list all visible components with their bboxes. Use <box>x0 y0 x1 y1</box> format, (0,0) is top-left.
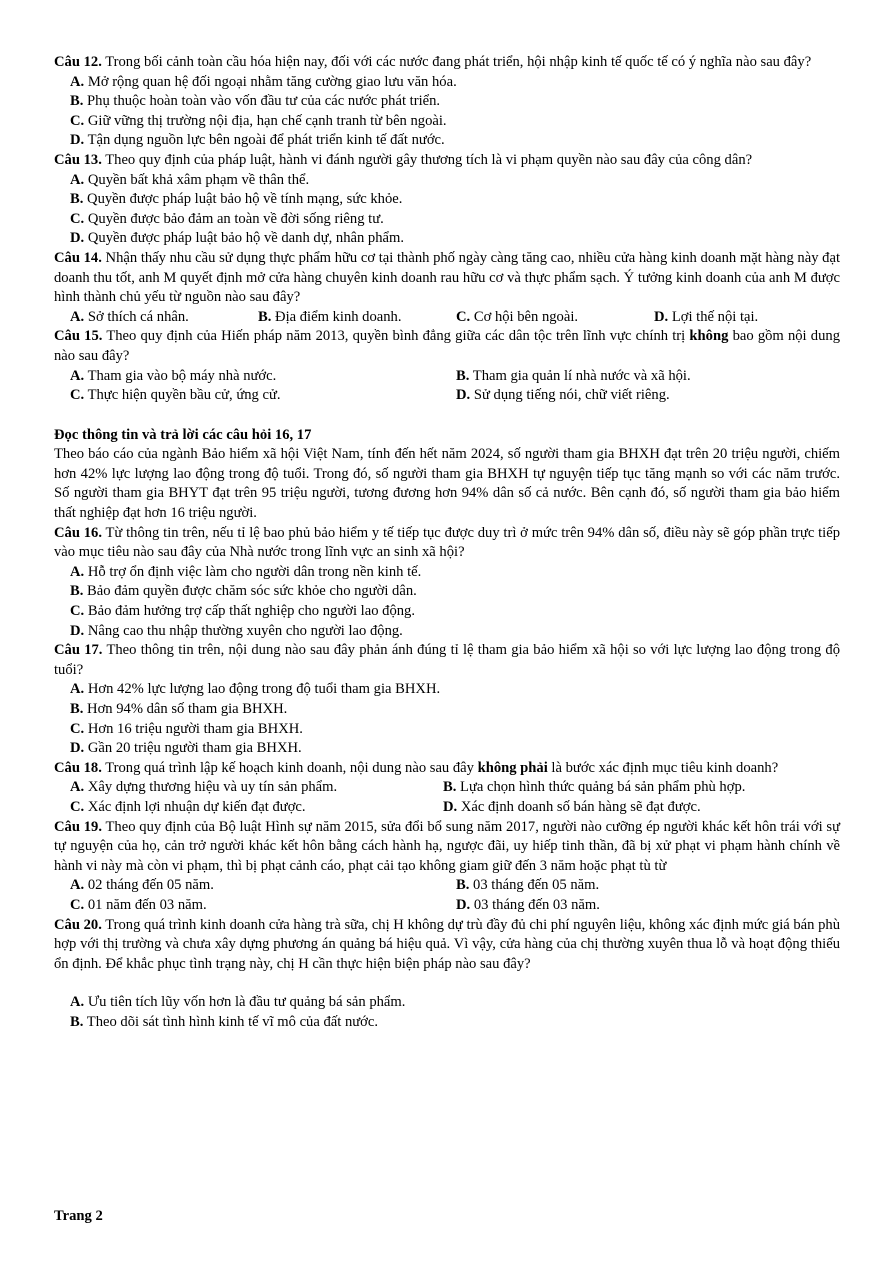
option-a: A. Sở thích cá nhân. <box>70 308 189 325</box>
option-c: C. Quyền được bảo đảm an toàn về đời sống riêng tư. <box>70 210 384 227</box>
question-text: Từ thông tin trên, nếu tỉ lệ bao phủ bảo hiểm y tế tiếp tục được duy trì ở mức trên 94% dân số, điều này sẽ góp phần trực tiếp vào mục tiêu nào sau đây của Nhà nước trong lĩnh vực an sinh xã hội? <box>54 524 841 561</box>
option-b: B. Địa điểm kinh doanh. <box>258 308 402 325</box>
question-number: Câu 20. <box>54 916 102 933</box>
question-19 <box>54 818 840 916</box>
question-16 <box>54 524 840 642</box>
question-12 <box>54 53 840 151</box>
question-13 <box>54 151 840 249</box>
option-c: C. 01 năm đến 03 năm. <box>70 896 207 913</box>
option-b: B. Tham gia quản lí nhà nước và xã hội. <box>456 367 691 384</box>
option-b: B. Bảo đảm quyền được chăm sóc sức khỏe cho người dân. <box>70 583 417 600</box>
question-number: Câu 18. <box>54 759 102 776</box>
option-b: B. Phụ thuộc hoàn toàn vào vốn đầu tư của các nước phát triển. <box>70 93 441 110</box>
question-text: Theo quy định của Hiến pháp năm 2013, quyền bình đẳng giữa các dân tộc trên lĩnh vực chính trị <box>102 328 690 345</box>
option-a: A. Mở rộng quan hệ đối ngoại nhằm tăng cường giao lưu văn hóa. <box>70 73 457 90</box>
option-a: A. Ưu tiên tích lũy vốn hơn là đầu tư quảng bá sản phẩm. <box>70 994 406 1011</box>
question-text: Trong quá trình kinh doanh cửa hàng trà sữa, chị H không dự trù đầy đủ chi phí nguyên liệu, không xác định mức giá bán phù hợp với thị trường và chưa xây dựng phương án quảng bá hiệu quả. Vì vậy, cửa hàng của chị thường xuyên thua lỗ và hoạt động thiếu ổn định. Để khắc phục tình trạng này, chị H cần thực hiện biện pháp nào sau đây? <box>54 916 841 972</box>
option-d: D. Sử dụng tiếng nói, chữ viết riêng. <box>456 387 670 404</box>
option-a: A. Hơn 42% lực lượng lao động trong độ tuổi tham gia BHXH. <box>70 681 441 698</box>
question-text: Theo quy định của pháp luật, hành vi đánh người gây thương tích là vi phạm quyền nào sau đây của công dân? <box>101 151 753 168</box>
option-d: D. 03 tháng đến 03 năm. <box>456 896 600 913</box>
option-b: B. Hơn 94% dân số tham gia BHXH. <box>70 701 288 717</box>
question-number: Câu 19. <box>54 818 102 835</box>
question-15: Câu 15. Theo quy định của Hiến pháp năm 2013, quyền bình đẳng giữa các dân tộc trên lĩnh vực chính trị không bao gồm nội dung nào sau đây? A. Tham gia vào bộ máy nhà nước. B. Tham gia quản lí nhà nước và xã hội. C. Thực hiện quyền bầu cử, ứng cử. D. Sử dụng tiếng nói, chữ viết riêng. <box>54 327 840 405</box>
option-d: D. Nâng cao thu nhập thường xuyên cho người lao động. <box>70 622 403 639</box>
option-d: D. Lợi thế nội tại. <box>654 308 759 325</box>
question-text: Nhận thấy nhu cầu sử dụng thực phẩm hữu cơ tại thành phố ngày càng tăng cao, nhiều cửa hàng kinh doanh mặt hàng này đạt doanh thu tốt, anh M quyết định mở cửa hàng chuyên kinh doanh rau hữu cơ và thực phẩm sạch. Ý tưởng kinh doanh của anh M được hình thành chủ yếu từ nguồn nào sau đây? <box>54 249 841 306</box>
question-text: Theo thông tin trên, nội dung nào sau đây phản ánh đúng tỉ lệ tham gia bảo hiểm xã hội so với lực lượng lao động trong độ tuổi? <box>54 642 841 678</box>
question-text: Trong quá trình lập kế hoạch kinh doanh, nội dung nào sau đây <box>101 759 478 776</box>
option-d: D. Tận dụng nguồn lực bên ngoài để phát triển kinh tế đất nước. <box>70 132 445 149</box>
option-c: C. Giữ vững thị trường nội địa, hạn chế cạnh tranh từ bên ngoài. <box>70 112 447 129</box>
question-number: Câu 14. <box>54 249 102 266</box>
question-14 <box>54 249 840 327</box>
question-number: Câu 15. <box>54 328 103 345</box>
question-number: Câu 12. <box>54 54 102 70</box>
question-number: Câu 17. <box>54 642 103 659</box>
option-c: C. Thực hiện quyền bầu cử, ứng cử. <box>70 387 281 404</box>
option-c: C. Hơn 16 triệu người tham gia BHXH. <box>70 720 303 737</box>
page-footer: Trang 2 <box>54 1208 103 1224</box>
question-text: Trong bối cảnh toàn cầu hóa hiện nay, đối với các nước đang phát triển, hội nhập kinh tế quốc tế có ý nghĩa nào sau đây? <box>101 54 812 70</box>
option-c: C. Bảo đảm hưởng trợ cấp thất nghiệp cho người lao động. <box>70 603 415 620</box>
option-c: C. Cơ hội bên ngoài. <box>456 308 579 325</box>
question-number: Câu 13. <box>54 151 102 168</box>
question-emphasis: không <box>689 328 729 345</box>
option-b: B. 03 tháng đến 05 năm. <box>456 877 600 894</box>
section-title: Đọc thông tin và trả lời các câu hỏi 16, 17 <box>54 426 312 443</box>
option-a: A. 02 tháng đến 05 năm. <box>70 877 214 894</box>
section-text: Theo báo cáo của ngành Bảo hiểm xã hội Việt Nam, tính đến hết năm 2024, số người tham gia BHXH đạt trên 20 triệu người, chiếm hơn 42% lực lượng lao động trong độ tuổi. Trong đó, số người tham gia BHXH tự nguyện tiếp tục tăng mạnh so với các năm trước. Số người tham gia BHYT đạt trên 95 triệu người, tương đương hơn 94% dân số cả nước. Bên cạnh đó, số người tham gia bảo hiểm thất nghiệp đạt hơn 16 triệu người. <box>54 446 840 522</box>
question-emphasis: không phải <box>477 759 548 776</box>
exam-page <box>54 53 840 1033</box>
option-b: B. Lựa chọn hình thức quảng bá sản phẩm phù hợp. <box>443 779 746 796</box>
option-b: B. Theo dõi sát tình hình kinh tế vĩ mô của đất nước. <box>70 1013 379 1030</box>
option-d: D. Gần 20 triệu người tham gia BHXH. <box>70 740 302 757</box>
question-text: Theo quy định của Bộ luật Hình sự năm 2015, sửa đổi bổ sung năm 2017, người nào cưỡng ép người khác kết hôn trái với sự tự nguyện của họ, cản trở người khác kết hôn bằng cách hành hạ, ngược đãi, uy hiếp tinh thần, đã bị xử phạt vi phạm hành chính về hành vi này mà còn vi phạm, thì bị phạt cảnh cáo, phạt cải tạo không giam giữ đến 3 năm hoặc phạt tù từ <box>54 818 840 874</box>
option-d: D. Xác định doanh số bán hàng sẽ đạt được. <box>443 798 701 815</box>
option-a: A. Quyền bất khả xâm phạm về thân thể. <box>70 171 310 188</box>
option-a: A. Xây dựng thương hiệu và uy tín sản phẩm. <box>70 779 338 796</box>
option-a: A. Hỗ trợ ổn định việc làm cho người dân trong nền kinh tế. <box>70 563 422 580</box>
option-c: C. Xác định lợi nhuận dự kiến đạt được. <box>70 798 306 815</box>
option-a: A. Tham gia vào bộ máy nhà nước. <box>70 367 277 384</box>
question-20 <box>54 916 840 1033</box>
option-b: B. Quyền được pháp luật bảo hộ về tính mạng, sức khỏe. <box>70 191 403 208</box>
question-18: Câu 18. Trong quá trình lập kế hoạch kinh doanh, nội dung nào sau đây không phải là bước xác định mục tiêu kinh doanh? A. Xây dựng thương hiệu và uy tín sản phẩm. B. Lựa chọn hình thức quảng bá sản phẩm phù hợp. C. Xác định lợi nhuận dự kiến đạt được. D. Xác định doanh số bán hàng sẽ đạt được. <box>54 759 840 818</box>
question-number: Câu 16. <box>54 524 102 541</box>
question-17 <box>54 641 840 759</box>
option-d: D. Quyền được pháp luật bảo hộ về danh dự, nhân phẩm. <box>70 230 404 247</box>
